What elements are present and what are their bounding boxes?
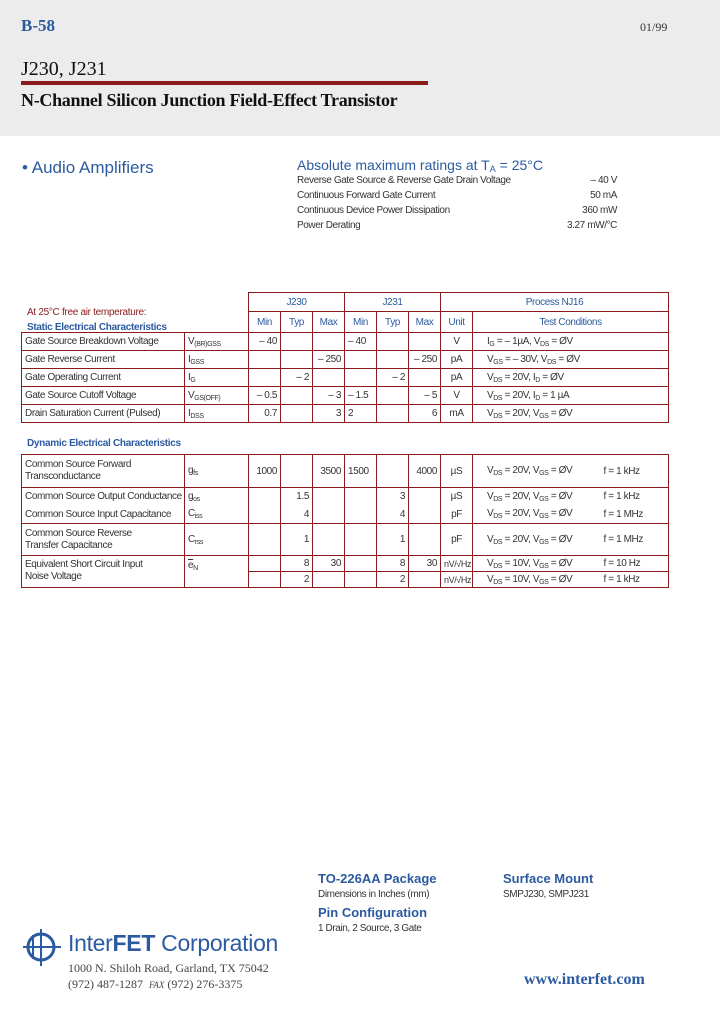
condition-cell: $V_{DS} = 20V$, $V_{GS}$ = ØV: [473, 455, 601, 488]
table-row: [22, 488, 669, 506]
param-name: Gate Reverse Current: [22, 351, 185, 369]
table-row: [22, 369, 669, 387]
abs-max-value: – 40 V: [590, 175, 617, 186]
value-cell: [249, 524, 281, 556]
value-cell: [377, 405, 409, 423]
param-name: Common Source Reverse Transfer Capacitance: [22, 524, 185, 556]
value-cell: 4000: [409, 455, 441, 488]
company-phone-fax: (972) 487-1287 FAX (972) 276-3375: [68, 977, 243, 991]
condition-cell: $V_{DS} = 20V$, $V_{GS}$ = ØV: [473, 524, 601, 556]
value-cell: [313, 333, 345, 351]
value-cell: [377, 387, 409, 405]
value-cell: [377, 455, 409, 488]
value-cell: 3500: [313, 455, 345, 488]
value-cell: 30: [313, 556, 345, 572]
unit-cell: pF: [441, 506, 473, 524]
table-row: [22, 506, 669, 524]
value-cell: 1500: [345, 455, 377, 488]
value-cell: [249, 488, 281, 506]
abs-max-row: [297, 175, 617, 190]
param-symbol: $I_G$: [185, 369, 249, 387]
value-cell: [249, 506, 281, 524]
value-cell: [377, 351, 409, 369]
static-characteristics-table: [21, 292, 669, 423]
unit-cell: pA: [441, 351, 473, 369]
abs-max-label: Continuous Device Power Dissipation: [297, 205, 450, 216]
param-symbol: $I_{DSS}$: [185, 405, 249, 423]
group-j231: J231: [345, 293, 441, 312]
value-cell: [249, 556, 281, 572]
value-cell: [409, 506, 441, 524]
frequency-cell: f = 1 MHz: [601, 524, 669, 556]
value-cell: – 250: [313, 351, 345, 369]
value-cell: – 40: [249, 333, 281, 351]
value-cell: [409, 488, 441, 506]
abs-max-label: Power Derating: [297, 220, 361, 231]
unit-cell: mA: [441, 405, 473, 423]
param-symbol: $C_{rss}$: [185, 524, 249, 556]
condition-cell: $V_{DS} = 20V$, $I_D = 1$ µA: [473, 387, 669, 405]
unit-cell: µS: [441, 488, 473, 506]
col-max: Max: [409, 312, 441, 333]
condition-cell: $V_{DS} = 20V$, $V_{GS}$ = ØV: [473, 405, 669, 423]
surface-mount-title: Surface Mount: [503, 871, 594, 886]
abs-max-title: Absolute maximum ratings at $T_A = 25^\circ C$: [297, 157, 543, 174]
table-row: [22, 405, 669, 423]
doc-date: 01/99: [640, 20, 668, 34]
col-test-conditions: Test Conditions: [473, 312, 669, 333]
param-symbol: $I_{GSS}$: [185, 351, 249, 369]
value-cell: [409, 524, 441, 556]
condition-cell: $V_{GS}$ = – 30V, $V_{DS}$ = ØV: [473, 351, 669, 369]
value-cell: 2: [377, 572, 409, 588]
value-cell: [409, 369, 441, 387]
param-name: Common Source Output Conductance: [22, 488, 185, 506]
header-band: [0, 0, 720, 136]
value-cell: 0.7: [249, 405, 281, 423]
feature-audio-amplifiers: • Audio Amplifiers: [22, 158, 154, 177]
static-section-title: Static Electrical Characteristics: [27, 322, 167, 333]
part-numbers: J230, J231: [21, 58, 107, 80]
package-dimensions: Dimensions in Inches (mm): [318, 889, 430, 900]
abs-max-row: [297, 205, 617, 220]
value-cell: [409, 333, 441, 351]
param-symbol: $C_{iss}$: [185, 506, 249, 524]
abs-max-row: [297, 190, 617, 205]
frequency-cell: f = 10 Hz: [601, 556, 669, 572]
value-cell: [249, 351, 281, 369]
frequency-cell: f = 1 kHz: [601, 455, 669, 488]
unit-cell: µS: [441, 455, 473, 488]
col-min: Min: [345, 312, 377, 333]
value-cell: 8: [281, 556, 313, 572]
col-max: Max: [313, 312, 345, 333]
value-cell: 3: [377, 488, 409, 506]
param-symbol: $\overline{e}_N$: [185, 556, 249, 588]
dynamic-section-title: Dynamic Electrical Characteristics: [27, 438, 181, 449]
group-process: Process NJ16: [441, 293, 669, 312]
param-symbol: $g_{fs}$: [185, 455, 249, 488]
pin-config-title: Pin Configuration: [318, 905, 428, 920]
value-cell: [313, 524, 345, 556]
table-row: [22, 455, 669, 488]
abs-max-label: Continuous Forward Gate Current: [297, 190, 436, 201]
value-cell: [281, 351, 313, 369]
temperature-note: At 25°C free air temperature:: [27, 307, 147, 318]
company-address: 1000 N. Shiloh Road, Garland, TX 75042: [68, 961, 269, 975]
value-cell: [281, 455, 313, 488]
value-cell: 6: [409, 405, 441, 423]
value-cell: [281, 405, 313, 423]
value-cell: [249, 572, 281, 588]
value-cell: [345, 351, 377, 369]
value-cell: 4: [281, 506, 313, 524]
value-cell: 30: [409, 556, 441, 572]
page-title: N-Channel Silicon Junction Field-Effect Transistor: [21, 90, 398, 110]
value-cell: [313, 488, 345, 506]
value-cell: [281, 333, 313, 351]
group-j230: J230: [249, 293, 345, 312]
unit-cell: pF: [441, 524, 473, 556]
value-cell: [249, 369, 281, 387]
abs-max-value: 3.27 mW/°C: [566, 220, 617, 231]
col-min: Min: [249, 312, 281, 333]
value-cell: [345, 506, 377, 524]
value-cell: 4: [377, 506, 409, 524]
value-cell: [345, 524, 377, 556]
condition-cell: $V_{DS} = 10V$, $V_{GS}$ = ØV: [473, 556, 601, 572]
param-symbol: $V_{GS(OFF)}$: [185, 387, 249, 405]
value-cell: – 40: [345, 333, 377, 351]
value-cell: – 1.5: [345, 387, 377, 405]
value-cell: [377, 333, 409, 351]
col-typ: Typ: [281, 312, 313, 333]
company-website-link[interactable]: www.interfet.com: [524, 971, 645, 988]
frequency-cell: f = 1 MHz: [601, 506, 669, 524]
value-cell: 2: [345, 405, 377, 423]
abs-max-label: Reverse Gate Source & Reverse Gate Drain Voltage: [297, 175, 511, 186]
value-cell: 2: [281, 572, 313, 588]
param-name: Drain Saturation Current (Pulsed): [22, 405, 185, 423]
value-cell: 3: [313, 405, 345, 423]
frequency-cell: f = 1 kHz: [601, 488, 669, 506]
col-typ: Typ: [377, 312, 409, 333]
value-cell: – 5: [409, 387, 441, 405]
table-row: [22, 333, 669, 351]
value-cell: [345, 369, 377, 387]
condition-cell: $I_G$ = – 1µA, $V_{DS}$ = ØV: [473, 333, 669, 351]
condition-cell: $V_{DS} = 20V$, $V_{GS}$ = ØV: [473, 488, 601, 506]
value-cell: – 3: [313, 387, 345, 405]
value-cell: – 2: [281, 369, 313, 387]
abs-max-row: [297, 220, 617, 235]
unit-cell: nV/√Hz: [441, 572, 473, 588]
value-cell: [313, 369, 345, 387]
condition-cell: $V_{DS} = 10V$, $V_{GS}$ = ØV: [473, 572, 601, 588]
param-symbol: $g_{os}$: [185, 488, 249, 506]
value-cell: [345, 556, 377, 572]
abs-max-value: 50 mA: [590, 190, 617, 201]
value-cell: 8: [377, 556, 409, 572]
value-cell: [345, 488, 377, 506]
col-unit: Unit: [441, 312, 473, 333]
table-row: [22, 351, 669, 369]
title-rule: [21, 81, 428, 85]
value-cell: [313, 506, 345, 524]
table-row: [22, 556, 669, 572]
package-title: TO-226AA Package: [318, 871, 437, 886]
value-cell: [345, 572, 377, 588]
value-cell: – 0.5: [249, 387, 281, 405]
unit-cell: V: [441, 387, 473, 405]
value-cell: 1: [281, 524, 313, 556]
value-cell: [409, 572, 441, 588]
param-name: Gate Operating Current: [22, 369, 185, 387]
unit-cell: nV/√Hz: [441, 556, 473, 572]
value-cell: 1000: [249, 455, 281, 488]
pin-config: 1 Drain, 2 Source, 3 Gate: [318, 923, 422, 934]
unit-cell: pA: [441, 369, 473, 387]
abs-max-value: 360 mW: [582, 205, 617, 216]
interfet-logo-icon: [21, 926, 63, 968]
company-name: InterFET Corporation: [68, 930, 279, 956]
value-cell: 1: [377, 524, 409, 556]
param-symbol: $V_{(BR)GSS}$: [185, 333, 249, 351]
dynamic-characteristics-table: [21, 454, 669, 588]
param-name: Common Source Input Capacitance: [22, 506, 185, 524]
value-cell: [281, 387, 313, 405]
abs-max-list: [297, 175, 617, 235]
condition-cell: $V_{DS} = 20V$, $I_D$ = ØV: [473, 369, 669, 387]
unit-cell: V: [441, 333, 473, 351]
value-cell: [313, 572, 345, 588]
condition-cell: $V_{DS} = 20V$, $V_{GS}$ = ØV: [473, 506, 601, 524]
surface-mount-parts: SMPJ230, SMPJ231: [503, 889, 589, 900]
table-row: [22, 387, 669, 405]
param-name: Common Source Forward Transconductance: [22, 455, 185, 488]
param-name: Equivalent Short Circuit Input Noise Voltage: [22, 556, 185, 588]
page-code: B-58: [21, 16, 55, 35]
frequency-cell: f = 1 kHz: [601, 572, 669, 588]
value-cell: – 2: [377, 369, 409, 387]
table-row: [22, 524, 669, 556]
param-name: Gate Source Cutoff Voltage: [22, 387, 185, 405]
param-name: Gate Source Breakdown Voltage: [22, 333, 185, 351]
value-cell: 1.5: [281, 488, 313, 506]
value-cell: – 250: [409, 351, 441, 369]
